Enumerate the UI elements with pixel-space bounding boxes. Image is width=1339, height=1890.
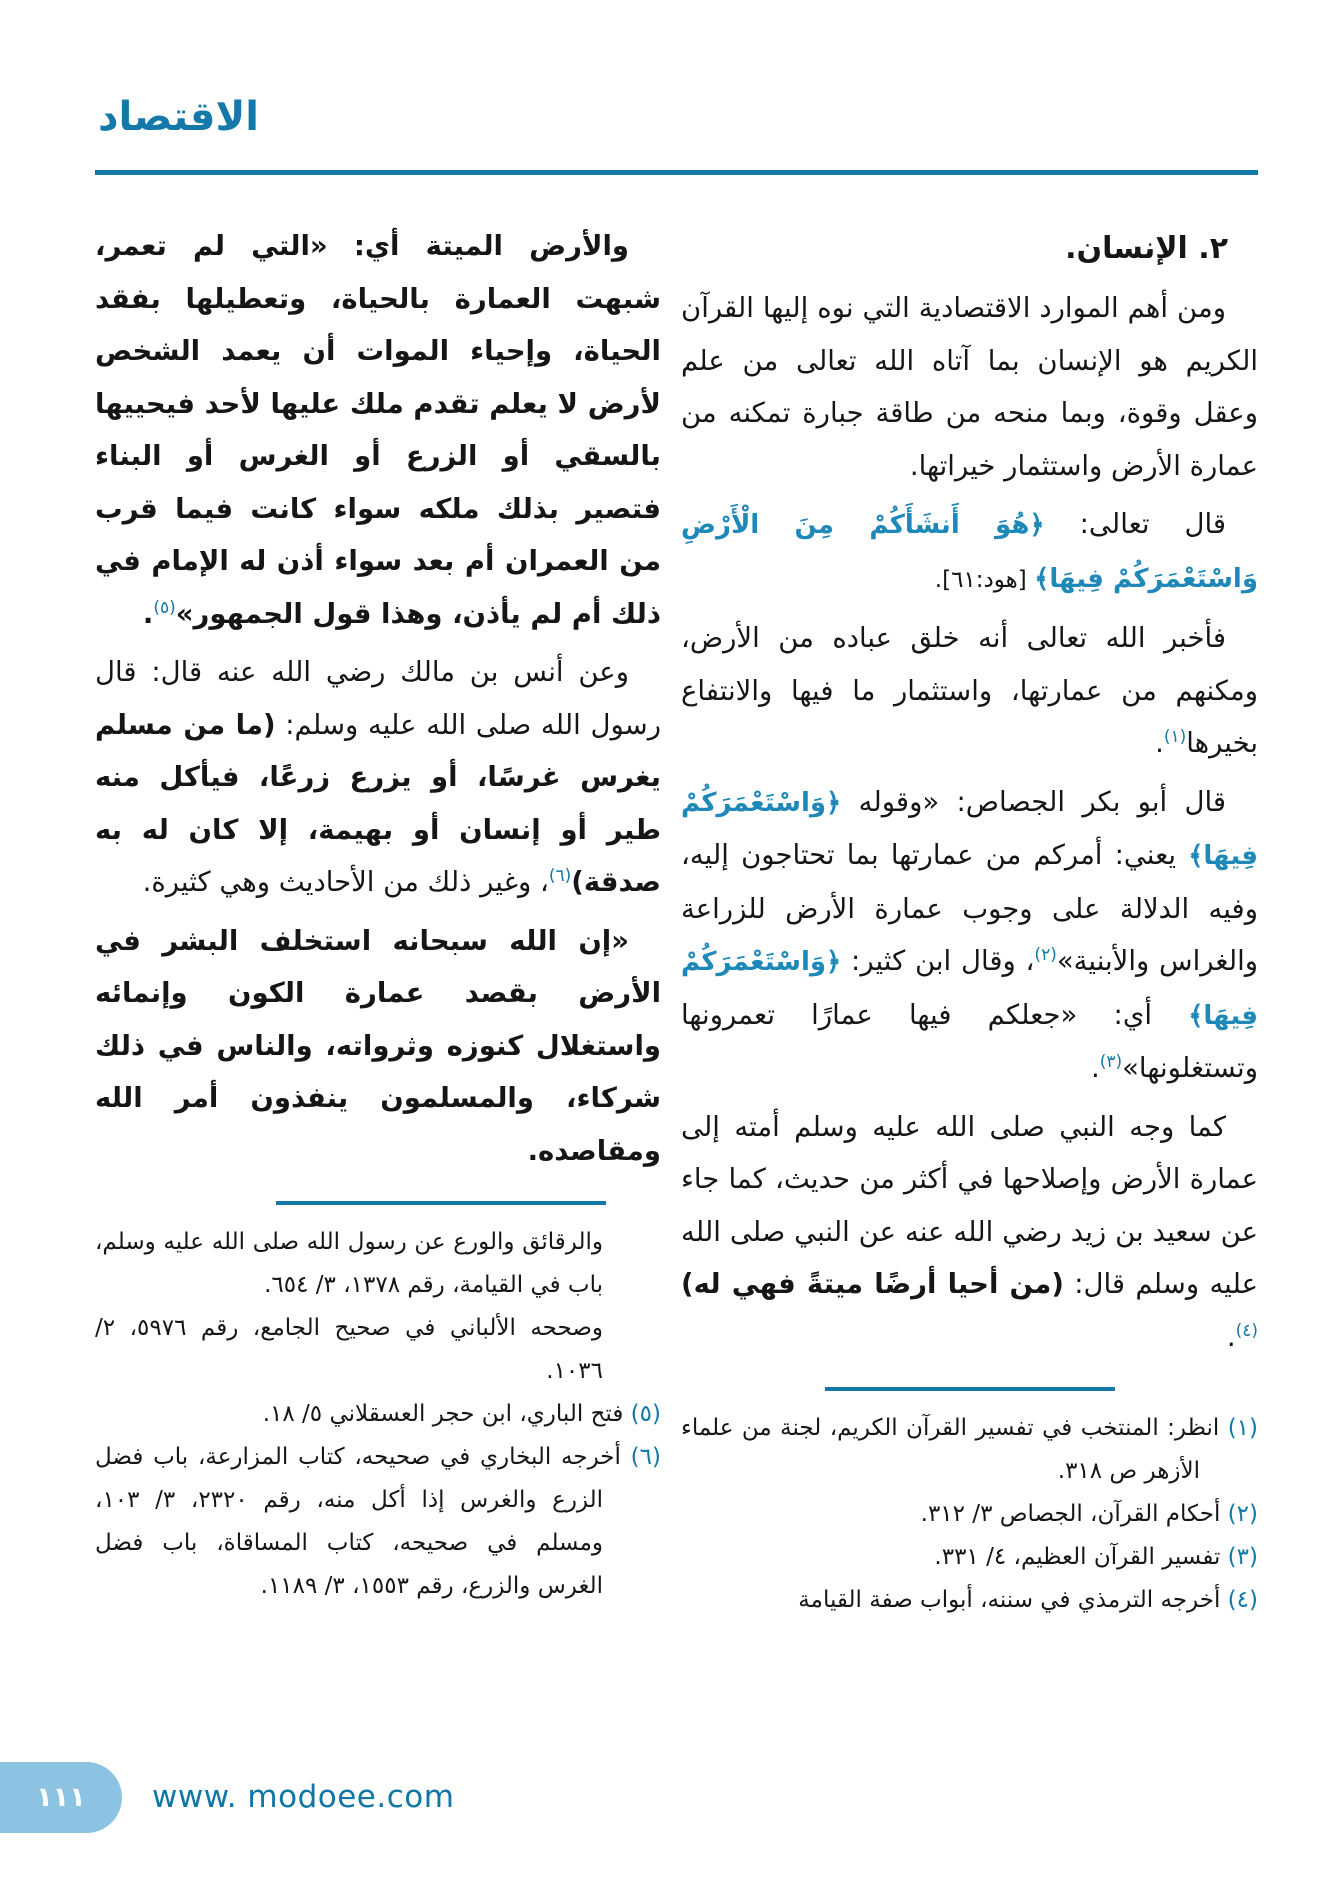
quran-verse: ﴿هُوَ أَنشَأَكُمْ مِنَ الْأَرْضِ وَاسْتَعْمَرَكُمْ فِيهَا﴾ <box>681 510 1258 594</box>
text-run: ومن أهم الموارد الاقتصادية التي نوه إليها القرآن الكريم هو الإنسان بما آتاه الله تعالى من علم وعقل وقوة، وبما منحه من طاقة جبارة تمكنه من عمارة الأرض واستثمار خيراتها. <box>681 292 1258 482</box>
footnote <box>681 1407 1258 1493</box>
quran-verse: ﴿وَاسْتَعْمَرَكُمْ فِيهَا﴾ <box>681 947 1258 1031</box>
paragraph <box>681 612 1258 770</box>
paragraph <box>95 646 661 909</box>
paragraph <box>681 498 1258 606</box>
text-run: أي: «جعلكم فيها عمارًا تعمرونها وتستغلونها» <box>681 998 1258 1084</box>
text-run: أخرجه الترمذي في سننه، أبواب صفة القيامة <box>798 1587 1221 1613</box>
paragraph <box>681 776 1258 1095</box>
footnote <box>95 1221 661 1307</box>
footnote-ref: (٤) <box>1235 1320 1258 1341</box>
footnote-number: (٢) <box>1227 1501 1258 1527</box>
section-heading <box>681 220 1258 278</box>
column-left <box>95 220 661 1608</box>
text-run: والرقائق والورع عن رسول الله صلى الله عليه وسلم، باب في القيامة، رقم ١٣٧٨، ٣/ ٦٥٤. <box>95 1229 603 1298</box>
quran-verse: ﴿وَاسْتَعْمَرَكُمْ فِيهَا﴾ <box>681 787 1258 871</box>
footnote <box>95 1307 661 1393</box>
header-rule <box>95 170 1258 175</box>
text-run: ٢. الإنسان. <box>1065 231 1228 266</box>
text-run: وعن أنس بن مالك رضي الله عنه قال: قال رسول الله صلى الله عليه وسلم: <box>95 656 661 741</box>
text-run: قال تعالى: <box>1044 508 1226 540</box>
text-run: فتح الباري، ابن حجر العسقلاني ٥/ ١٨. <box>262 1401 624 1427</box>
footnote <box>95 1393 661 1436</box>
footnote-number: (١) <box>1227 1415 1259 1441</box>
text-run: قال أبو بكر الجصاص: «وقوله <box>841 785 1226 818</box>
footnote <box>681 1579 1258 1622</box>
footnote-ref: (٢) <box>1034 944 1057 965</box>
footnote-number: (٤) <box>1227 1587 1258 1613</box>
text-run: أحكام القرآن، الجصاص ٣/ ٣١٢. <box>920 1501 1221 1527</box>
text-run: (من أحيا أرضًا ميتةً فهي له) <box>681 1268 1064 1300</box>
footnote-ref: (٥) <box>153 597 176 618</box>
footnote <box>681 1536 1258 1579</box>
footnote-number: (٥) <box>630 1401 661 1427</box>
page-number-pill <box>0 1762 122 1833</box>
paragraph <box>681 1101 1258 1364</box>
text-run: انظر: المنتخب في تفسير القرآن الكريم، لجنة من علماء الأزهر ص ٣١٨. <box>681 1415 1220 1484</box>
text-run: وصححه الألباني في صحيح الجامع، رقم ٥٩٧٦، ٢/ ١٠٣٦. <box>95 1315 603 1384</box>
footnote-ref: (١) <box>1163 726 1187 747</box>
text-run: . <box>1090 1052 1100 1084</box>
footnote-ref: (٦) <box>548 865 572 886</box>
text-run: . <box>1155 727 1164 759</box>
column-right <box>681 220 1258 1622</box>
page-number: ١١١ <box>36 1782 86 1813</box>
text-run: كما وجه النبي صلى الله عليه وسلم أمته إلى عمارة الأرض وإصلاحها في أكثر من حديث، كما جاء عن سعيد بن زيد رضي الله عنه عن النبي صلى الله عليه وسلم قال: <box>681 1110 1258 1300</box>
text-run: فأخبر الله تعالى أنه خلق عباده من الأرض، ومكنهم من عمارتها، واستثمار ما فيها والانتفاع بخيرها <box>681 622 1258 759</box>
text-run: . <box>1226 1320 1236 1353</box>
footnote <box>681 1493 1258 1536</box>
text-run: أخرجه البخاري في صحيحه، كتاب المزارعة، باب فضل الزرع والغرس إذا أكل منه، رقم ٢٣٢٠، ٣/ ١٠٣، ومسلم في صحيحه، كتاب المساقاة، باب فضل الغرس والزرع، رقم ١٥٥٣، ٣/ ١١٨٩. <box>95 1444 621 1599</box>
footnote <box>95 1436 661 1608</box>
text-run: (ما من مسلم يغرس غرسًا، أو يزرع زرعًا، فيأكل منه طير أو إنسان أو بهيمة، إلا كان له به صدقة) <box>95 708 661 898</box>
text-run: . <box>142 597 154 630</box>
paragraph <box>95 915 661 1178</box>
paragraph <box>95 220 661 640</box>
paragraph <box>681 282 1258 492</box>
website-link[interactable]: www. modoee.com <box>152 1779 455 1815</box>
footnote-number: (٣) <box>1227 1544 1258 1570</box>
footnote-separator <box>825 1387 1115 1391</box>
verse-citation: [هود:٦١]. <box>934 566 1035 593</box>
text-run: ، وغير ذلك من الأحاديث وهي كثيرة. <box>142 866 549 898</box>
text-run: ، وقال ابن كثير: <box>841 945 1035 977</box>
text-run: يعني: أمركم من عمارتها بما تحتاجون إليه، وفيه الدلالة على وجوب عمارة الأرض للزراعة والغراس والأبنية» <box>681 839 1258 977</box>
text-run: والأرض الميتة أي: «التي لم تعمر، شبهت العمارة بالحياة، وتعطيلها بفقد الحياة، وإحياء الموات أن يعمد الشخص لأرض لا يعلم تقدم ملك عليها لأحد فيحييها بالسقي أو الزرع أو الغرس أو البناء فتصير بذلك ملكه سواء كانت فيما قرب من العمران أم بعد سواء أذن له الإمام في ذلك أم لم يأذن، وهذا قول الجمهور» <box>95 230 661 630</box>
footnote-ref: (٣) <box>1099 1051 1123 1072</box>
footnote-number: (٦) <box>630 1444 661 1470</box>
text-run: «إن الله سبحانه استخلف البشر في الأرض بقصد عمارة الكون وإنمائه واستغلال كنوزه وثرواته، والناس في ذلك شركاء، والمسلمون ينفذون أمر الله ومقاصده. <box>95 924 661 1167</box>
text-run: تفسير القرآن العظيم، ٤/ ٣٣١. <box>934 1544 1221 1570</box>
page-title: الاقتصاد <box>98 94 259 140</box>
footnote-separator <box>276 1201 606 1205</box>
